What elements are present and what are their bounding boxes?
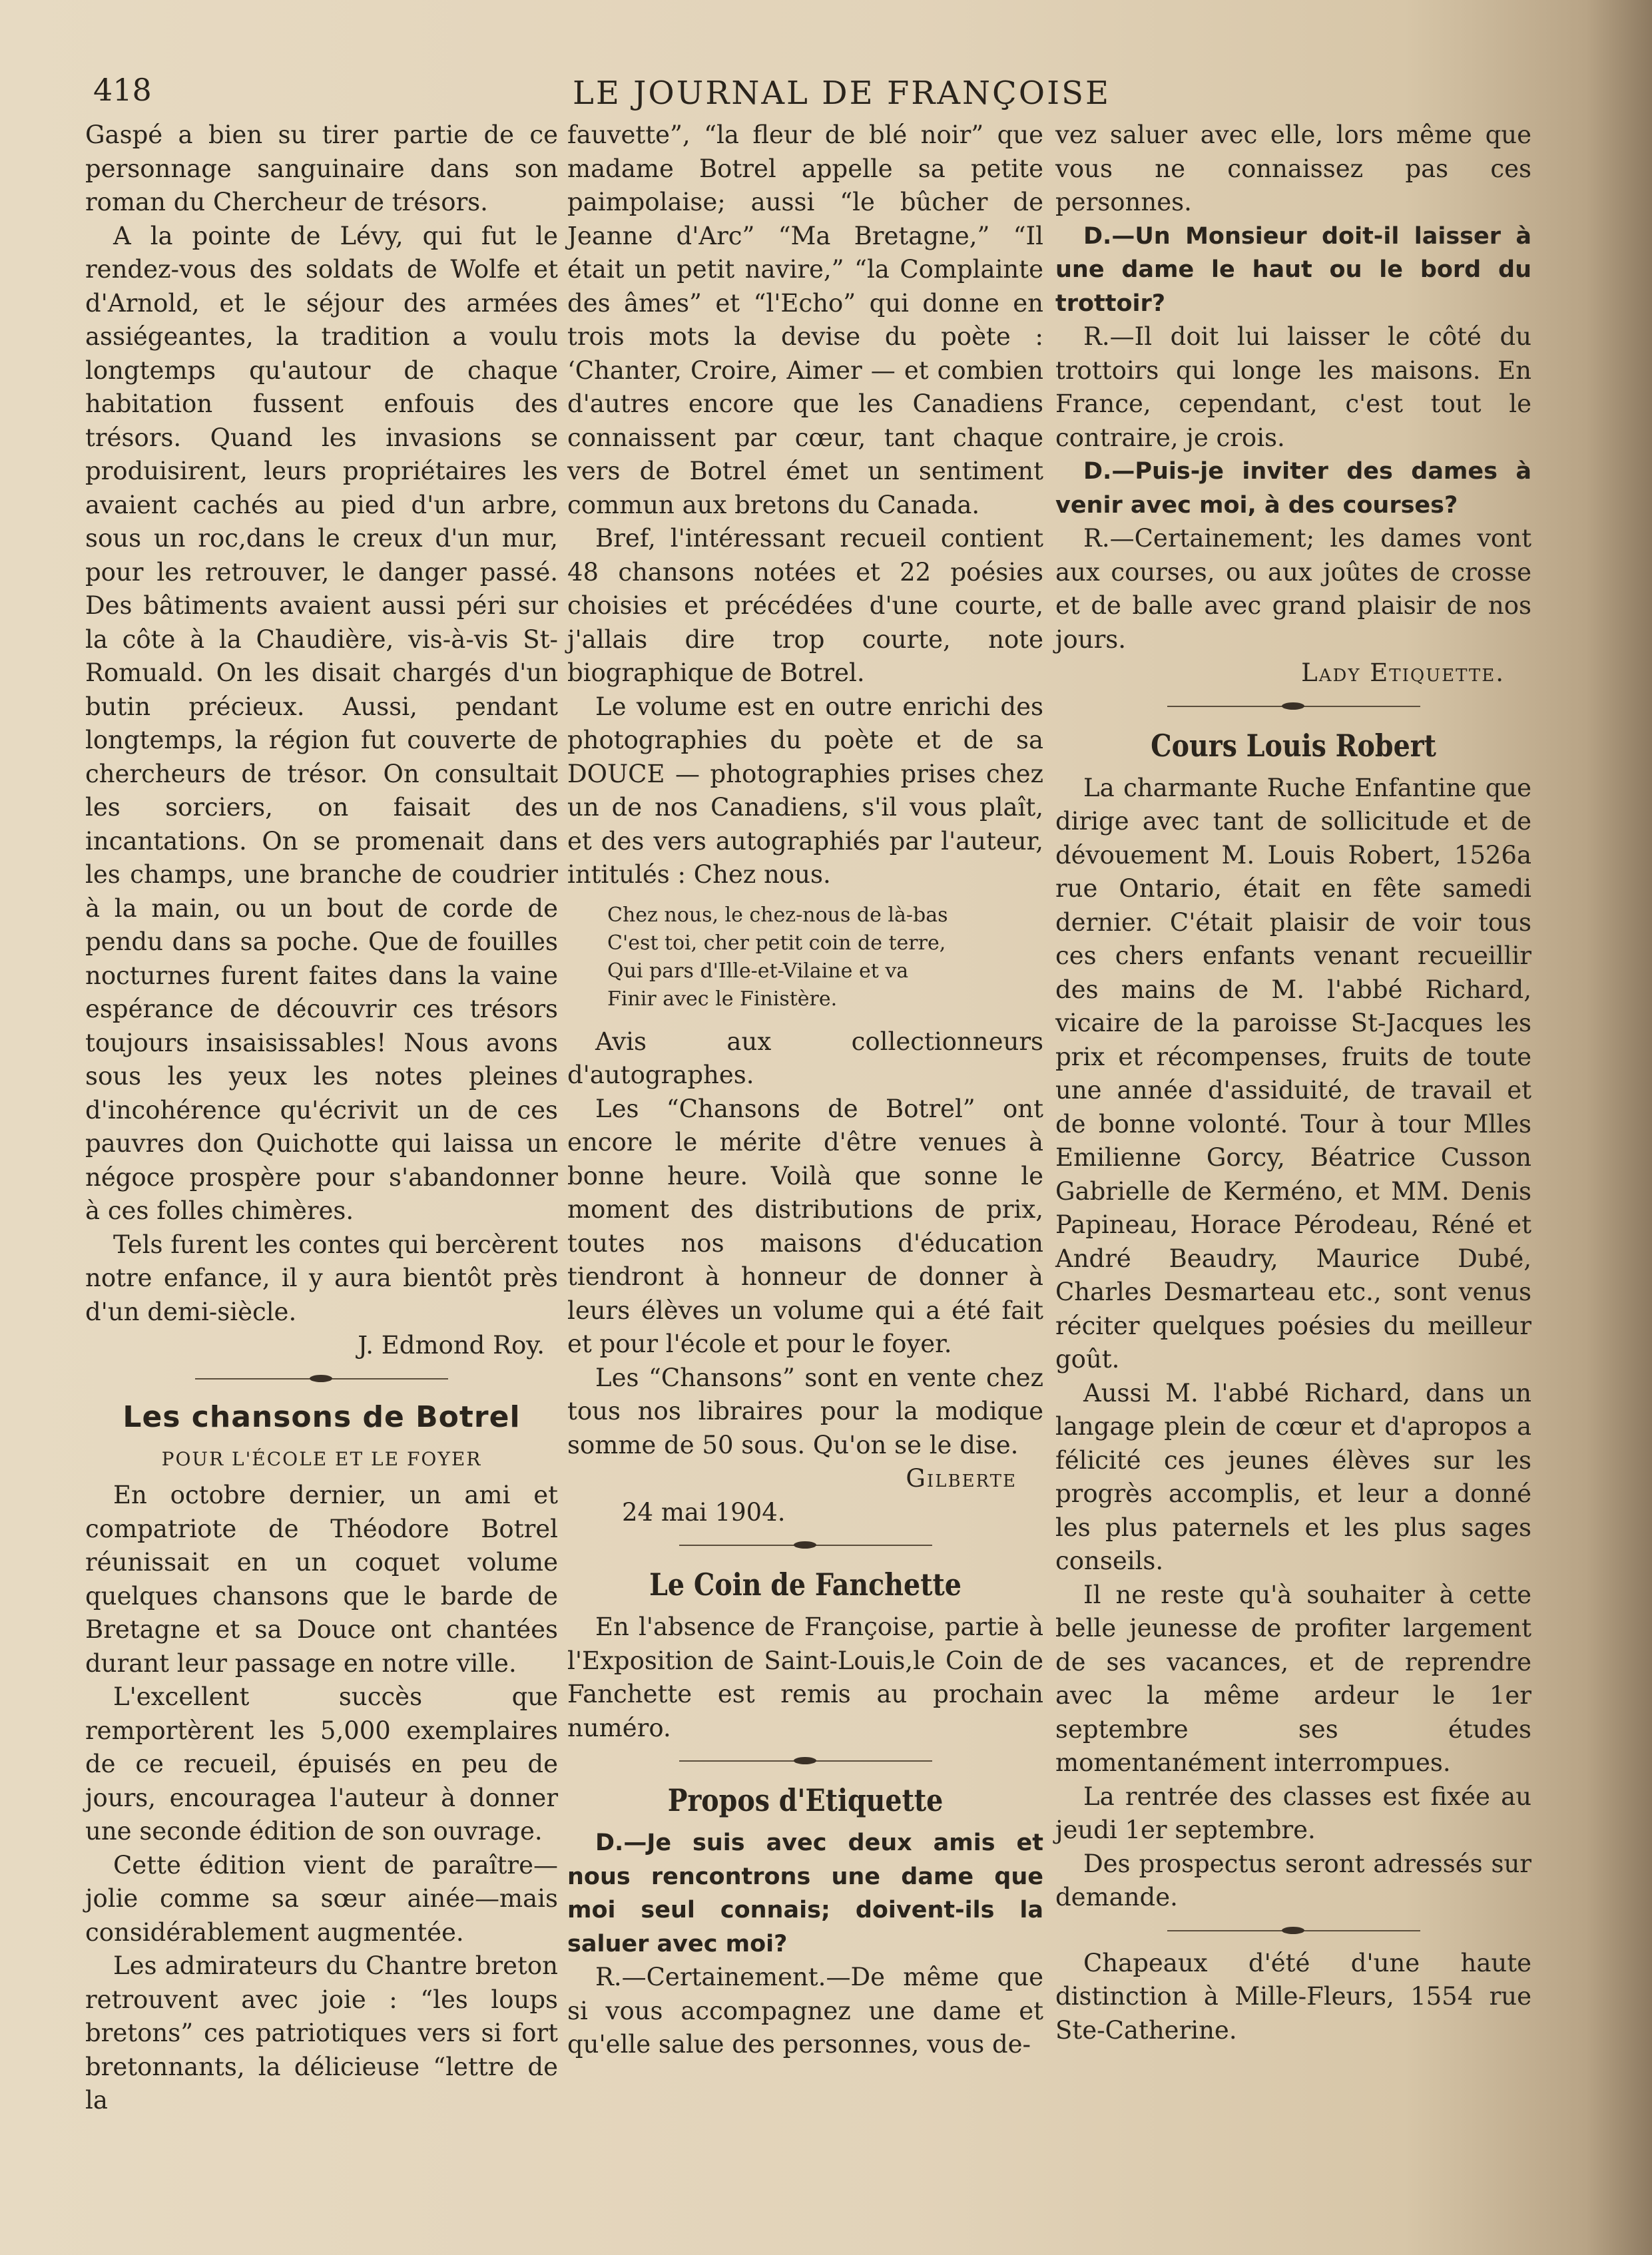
- botrel-paragraph: Bref, l'intéressant recueil contient 48 chansons notées et 22 poésies choisies et précédées d'une courte, j'allais dire trop courte, note biographique de Botrel.: [567, 524, 1043, 687]
- botrel-paragraph: fauvette”, “la fleur de blé noir” que madame Botrel appelle sa petite paimpolaise; aussi “le bûcher de Jeanne d'Arc” “Ma Bretagne,” “Il était un petit navire,” “la Complainte des âmes” et “l'Echo” qui donne en trois mots la devise du poète : ‘Chanter, Croire, Aimer — et combien d'autres encore que les Canadiens connaissent par cœur, tant chaque vers de Botrel émet un sentiment commun aux bretons du Canada.: [567, 121, 1043, 519]
- section-divider: [1055, 1917, 1531, 1944]
- article-roy-paragraph: Tels furent les contes qui bercèrent notre enfance, il y aura bientôt près d'un demi-siècle.: [85, 1230, 558, 1326]
- column-3: [1055, 119, 1531, 2047]
- poem-chez-nous: [567, 901, 1043, 1013]
- botrel-signature: Gilberte: [906, 1464, 1017, 1493]
- advertisement-paragraph: Chapeaux d'été d'une haute distinction à Mille-Fleurs, 1554 rue Ste-Catherine.: [1055, 1948, 1531, 2045]
- cours-paragraph: Il ne reste qu'à souhaiter à cette belle jeunesse de profiter largement de ses vacances, et de reprendre avec la même ardeur le 1er septembre ses études momentanément interrompues.: [1055, 1580, 1531, 1777]
- fanchette-heading: Le Coin de Fanchette: [649, 1567, 962, 1603]
- column-1: [85, 119, 558, 2118]
- cours-paragraph: Des prospectus seront adressés sur demande.: [1055, 1849, 1531, 1911]
- poem-line: C'est toi, cher petit coin de terre,: [607, 931, 946, 955]
- botrel-paragraph: L'excellent succès que remportèrent les 5,000 exemplaires de ce recueil, épuisés en peu de jours, encouragea l'auteur à donner une seconde édition de son ouvrage.: [85, 1682, 558, 1846]
- etiquette-question: D.—Un Monsieur doit-il laisser à une dame le haut ou le bord du trottoir?: [1055, 222, 1531, 317]
- etiquette-answer: R.—Certainement.—De même que si vous accompagnez une dame et qu'elle salue des personnes, vous de-: [567, 1963, 1043, 2059]
- etiquette-heading: Propos d'Etiquette: [667, 1782, 944, 1818]
- botrel-paragraph: Avis aux collectionneurs d'autographes.: [567, 1027, 1043, 1089]
- cours-heading: Cours Louis Robert: [1151, 727, 1436, 764]
- cours-paragraph: La charmante Ruche Enfantine que dirige avec tant de sollicitude et de dévouement M. Louis Robert, 1526a rue Ontario, était en fête samedi dernier. C'était plaisir de voir tous ces chers enfants venant recueillir des mains de M. l'abbé Richard, vicaire de la paroisse St-Jacques les prix et récompenses, fruits de toute une année d'assiduité, de travail et de bonne volonté. Tour à tour Mlles Emilienne Gorcy, Béatrice Cusson Gabrielle de Kerméno, et MM. Denis Papineau, Horace Pérodeau, Réné et André Beaudry, Maurice Dubé, Charles Desmarteau etc., sont venus réciter quelques poésies du meilleur goût.: [1055, 773, 1531, 1374]
- etiquette-question: D.—Je suis avec deux amis et nous rencontrons une dame que moi seul connais; doivent-ils la saluer avec moi?: [567, 1830, 1043, 1957]
- cours-paragraph: Aussi M. l'abbé Richard, dans un langage plein de cœur et d'apropos a félicité ces jeunes élèves sur les progrès accomplis, et leur a donné les plus paternels et les plus sages conseils.: [1055, 1378, 1531, 1575]
- fanchette-paragraph: En l'absence de Françoise, partie à l'Exposition de Saint-Louis,le Coin de Fanchette est remis au prochain numéro.: [567, 1613, 1043, 1742]
- botrel-paragraph: Les “Chansons” sont en vente chez tous nos libraires pour la modique somme de 50 sous. Qu'on se le dise.: [567, 1363, 1043, 1459]
- cours-paragraph: La rentrée des classes est fixée au jeudi 1er septembre.: [1055, 1782, 1531, 1844]
- journal-title: LE JOURNAL DE FRANÇOISE: [573, 75, 1111, 112]
- botrel-subheading: POUR L'ÉCOLE ET LE FOYER: [161, 1447, 482, 1470]
- section-divider: [567, 1748, 1043, 1774]
- poem-line: Finir avec le Finistère.: [607, 987, 838, 1011]
- botrel-date: 24 mai 1904.: [622, 1497, 786, 1527]
- botrel-paragraph: Le volume est en outre enrichi des photographies du poète et de sa DOUCE — photographies prises chez un de nos Canadiens, s'il vous plaît, et des vers autographiés par l'auteur, intitulés : Chez nous.: [567, 692, 1043, 889]
- etiquette-answer: vez saluer avec elle, lors même que vous ne connaissez pas ces personnes.: [1055, 121, 1531, 216]
- etiquette-answer: R.—Il doit lui laisser le côté du trottoirs qui longe les maisons. En France, cependant, c'est tout le contraire, je crois.: [1055, 322, 1531, 452]
- poem-line: Chez nous, le chez-nous de là-bas: [607, 903, 948, 927]
- poem-line: Qui pars d'Ille-et-Vilaine et va: [607, 959, 909, 983]
- etiquette-signature: Lady Etiquette.: [1301, 658, 1505, 687]
- etiquette-question: D.—Puis-je inviter des dames à venir avec moi, à des courses?: [1055, 458, 1531, 519]
- article-roy-signature: J. Edmond Roy.: [358, 1331, 545, 1360]
- botrel-heading: Les chansons de Botrel: [123, 1399, 521, 1434]
- article-roy-paragraph: A la pointe de Lévy, qui fut le rendez-vous des soldats de Wolfe et d'Arnold, et le séjour des armées assiégeantes, la tradition a voulu longtemps qu'autour de chaque habitation fussent enfouis des trésors. Quand les invasions se produisirent, leurs propriétaires les avaient cachés au pied d'un arbre, sous un roc,dans le creux d'un mur, pour les retrouver, le danger passé. Des bâtiments avaient aussi péri sur la côte à la Chaudière, vis-à-vis St-Romuald. On les disait chargés d'un butin précieux. Aussi, pendant longtemps, la région fut couverte de chercheurs de trésor. On consultait les sorciers, on faisait des incantations. On se promenait dans les champs, une branche de coudrier à la main, ou un bout de corde de pendu dans sa poche. Que de fouilles nocturnes furent faites dans la vaine espérance de découvrir ces trésors toujours insaisissables! Nous avons sous les yeux les notes pleines d'incohérence qu'écrivit un de ces pauvres don Quichotte qui laissa un négoce prospère pour s'abandonner à ces folles chimères.: [85, 221, 558, 1225]
- section-divider: [85, 1366, 558, 1392]
- botrel-paragraph: Les “Chansons de Botrel” ont encore le mérite d'être venues à bonne heure. Voilà que sonne le moment des distributions de prix, toutes nos maisons d'éducation tiendront à honneur de donner à leurs élèves un volume qui a été fait et pour l'école et pour le foyer.: [567, 1094, 1043, 1358]
- botrel-paragraph: En octobre dernier, un ami et compatriote de Théodore Botrel réunissait en un coquet volume quelques chansons que le barde de Bretagne et sa Douce ont chantées durant leur passage en notre ville.: [85, 1481, 558, 1678]
- article-roy-paragraph: Gaspé a bien su tirer partie de ce personnage sanguinaire dans son roman du Chercheur de trésors.: [85, 121, 558, 216]
- section-divider: [1055, 693, 1531, 720]
- etiquette-answer: R.—Certainement; les dames vont aux courses, ou aux joûtes de crosse et de balle avec grand plaisir de nos jours.: [1055, 524, 1531, 654]
- botrel-paragraph: Les admirateurs du Chantre breton retrouvent avec joie : “les loups bretons” ces patriotiques vers si fort bretonnants, la délicieuse “lettre de la: [85, 1951, 558, 2115]
- page-number: 418: [93, 72, 152, 108]
- section-divider: [567, 1532, 1043, 1559]
- column-2: [567, 119, 1043, 2062]
- botrel-paragraph: Cette édition vient de paraître—jolie comme sa sœur ainée—mais considérablement augmentée.: [85, 1850, 558, 1947]
- page-header: [0, 72, 1652, 119]
